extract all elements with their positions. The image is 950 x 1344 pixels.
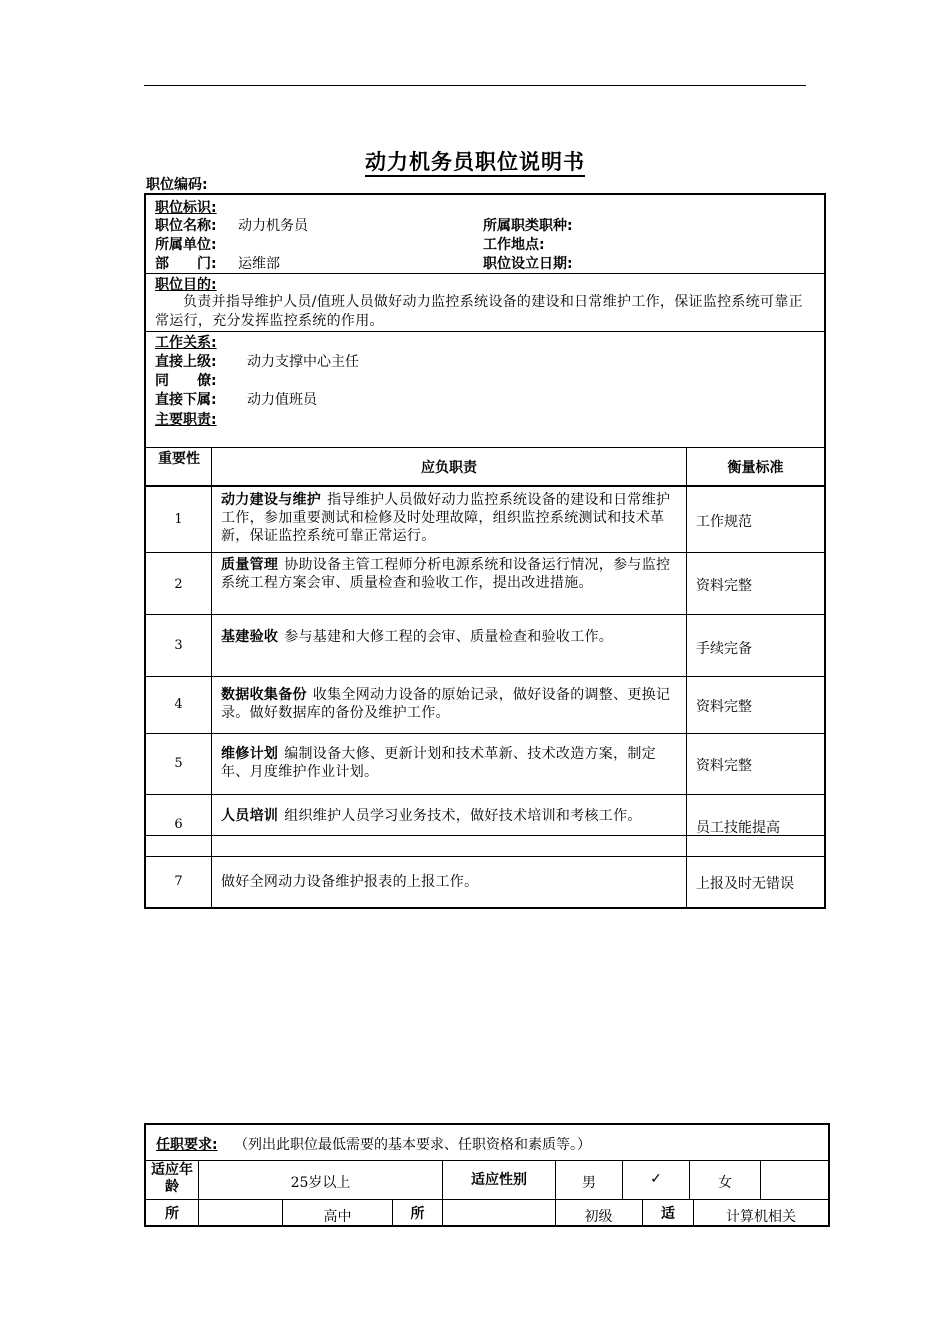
- divider: [146, 447, 824, 448]
- duty-title: 维修计划: [221, 746, 279, 762]
- duty-cell: [221, 745, 677, 781]
- duty-text: 做好全网动力设备维护报表的上报工作。: [221, 874, 479, 890]
- requirements-label: 任职要求:: [156, 1137, 218, 1153]
- duty-cell: [221, 491, 677, 545]
- header-importance: 重要性: [158, 451, 200, 467]
- duty-cell: [221, 556, 677, 592]
- column-divider: [442, 1199, 443, 1227]
- male-option: 男: [582, 1175, 596, 1191]
- identity-section-label: 职位标识:: [155, 200, 217, 216]
- row-number: 6: [174, 817, 183, 832]
- duty-title: 人员培训: [221, 808, 279, 824]
- requirements-row: [156, 1134, 591, 1154]
- row-divider: [146, 486, 824, 487]
- duty-title: 数据收集备份: [221, 687, 307, 703]
- row3-value-f: 计算机相关: [726, 1209, 796, 1225]
- row-divider: [146, 676, 824, 677]
- duty-title: 动力建设与维护: [221, 492, 322, 508]
- standard-cell: 资料完整: [696, 758, 752, 774]
- requirements-note: （列出此职位最低需要的基本要求、任职资格和素质等。）: [234, 1137, 592, 1153]
- duty-text: 参与基建和大修工程的会审、质量检查和验收工作。: [284, 629, 614, 645]
- document-title: 动力机务员职位说明书: [0, 146, 950, 176]
- column-divider: [211, 447, 212, 909]
- row-number: 5: [174, 756, 183, 771]
- column-divider: [760, 1160, 761, 1199]
- row-number: 3: [174, 638, 183, 653]
- department-value: 运维部: [238, 256, 280, 272]
- divider: [146, 331, 824, 332]
- purpose-text: 负责并指导维护人员/值班人员做好动力监控系统设备的建设和日常维护工作，保证监控系统可靠正常运行，充分发挥监控系统的作用。: [155, 294, 803, 329]
- check-mark-icon: ✓: [650, 1171, 662, 1187]
- superior-label: 直接上级:: [155, 354, 217, 370]
- position-name-value: 动力机务员: [238, 218, 308, 234]
- relations-label: 工作关系:: [155, 335, 217, 351]
- department-label: 部 门:: [155, 256, 217, 272]
- duty-text: 收集全网动力设备的原始记录，做好设备的调整、更换记录。做好数据库的备份及维护工作。: [221, 687, 671, 721]
- row-divider: [146, 856, 824, 857]
- standard-cell: 员工技能提高: [696, 820, 780, 836]
- duty-title: 基建验收: [221, 629, 279, 645]
- duty-title: 质量管理: [221, 557, 279, 573]
- standard-cell: 资料完整: [696, 578, 752, 594]
- row-divider: [146, 614, 824, 615]
- requirements-table: [144, 1123, 830, 1227]
- established-date-label: 职位设立日期:: [483, 256, 573, 272]
- row-number: 1: [174, 512, 183, 527]
- subordinate-value: 动力值班员: [247, 392, 317, 408]
- age-value: 25岁以上: [290, 1175, 351, 1191]
- duty-cell: [221, 807, 677, 825]
- column-divider: [686, 447, 687, 909]
- row3-value-b: 高中: [323, 1209, 352, 1225]
- header-rule: [144, 85, 806, 86]
- row3-label-a: 所: [165, 1206, 179, 1222]
- row-divider: [146, 1199, 828, 1200]
- unit-label: 所属单位:: [155, 237, 217, 253]
- row3-label-e: 适: [661, 1206, 675, 1222]
- duties-label: 主要职责:: [155, 412, 217, 428]
- duty-text: 编制设备大修、更新计划和技术革新、技术改造方案，制定年、月度维护作业计划。: [221, 746, 657, 780]
- position-code-label: 职位编码:: [146, 177, 208, 193]
- position-name-label: 职位名称:: [155, 218, 217, 234]
- standard-cell: 工作规范: [696, 514, 752, 530]
- peer-label: 同 僚:: [155, 373, 217, 389]
- row3-value-d: 初级: [584, 1209, 613, 1225]
- row-divider: [146, 733, 824, 734]
- row-number: 7: [174, 874, 183, 889]
- main-table: [144, 193, 826, 909]
- divider: [146, 273, 824, 274]
- row3-label-c: 所: [410, 1206, 425, 1222]
- standard-cell: 资料完整: [696, 699, 752, 715]
- standard-cell: 手续完备: [696, 641, 752, 657]
- age-label: 适应年龄: [151, 1162, 193, 1195]
- column-divider: [198, 1160, 199, 1227]
- purpose-label: 职位目的:: [155, 277, 217, 293]
- category-label: 所属职类职种:: [483, 218, 573, 234]
- duty-cell: [221, 686, 677, 722]
- female-option: 女: [718, 1175, 732, 1191]
- header-duty: 应负职责: [421, 460, 477, 476]
- superior-value: 动力支撑中心主任: [247, 354, 359, 370]
- row-divider: [146, 1160, 828, 1161]
- duty-text: 协助设备主管工程师分析电源系统和设备运行情况，参与监控系统工程方案会审、质量检查和验收工作，提出改进措施。: [221, 557, 671, 591]
- header-standard: 衡量标准: [727, 460, 784, 476]
- row-divider: [146, 552, 824, 553]
- row-divider: [146, 794, 824, 795]
- row-number: 4: [174, 697, 183, 712]
- subordinate-label: 直接下属:: [155, 392, 217, 408]
- standard-cell: 上报及时无错误: [696, 876, 794, 892]
- row-number: 2: [174, 577, 183, 592]
- duty-cell: [221, 873, 677, 891]
- gender-label: 适应性别: [471, 1172, 527, 1188]
- duty-text: 组织维护人员学习业务技术，做好技术培训和考核工作。: [284, 808, 642, 824]
- duty-cell: [221, 628, 677, 646]
- duty-text: 指导维护人员做好动力监控系统设备的建设和日常维护工作，参加重要测试和检修及时处理故障，组织监控系统测试和技术革新，保证监控系统可靠正常运行。: [221, 492, 671, 544]
- location-label: 工作地点:: [483, 237, 545, 253]
